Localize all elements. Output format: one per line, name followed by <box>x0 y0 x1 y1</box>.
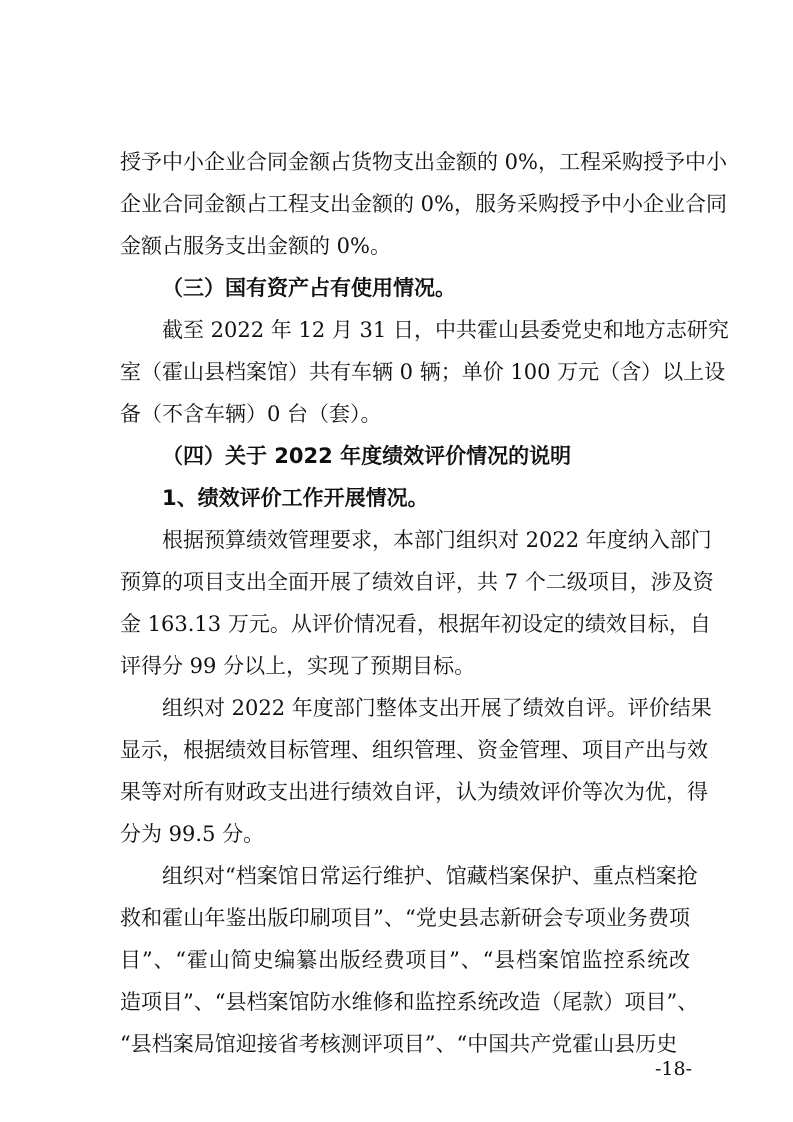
paragraph-line: 截至 2022 年 12 月 31 日，中共霍山县委党史和地方志研究 <box>162 318 729 342</box>
paragraph-line: 造项目”、“县档案馆防水维修和监控系统改造（尾款）项目”、 <box>120 990 699 1014</box>
subsection-heading: 1、绩效评价工作开展情况。 <box>162 486 429 510</box>
paragraph-line: 企业合同金额占工程支出金额的 0%，服务采购授予中小企业合同 <box>120 192 727 216</box>
paragraph-line: 金额占服务支出金额的 0%。 <box>120 234 391 258</box>
paragraph-line: 目”、“霍山简史编纂出版经费项目”、“县档案馆监控系统改 <box>120 948 690 972</box>
paragraph-line: 评得分 99 分以上，实现了预期目标。 <box>120 654 476 678</box>
paragraph-line: 授予中小企业合同金额占货物支出金额的 0%，工程采购授予中小 <box>120 150 727 174</box>
section-heading: （三）国有资产占有使用情况。 <box>162 276 456 300</box>
paragraph-line: 果等对所有财政支出进行绩效自评，认为绩效评价等次为优，得 <box>120 780 708 804</box>
paragraph-line: 金 163.13 万元。从评价情况看，根据年初设定的绩效目标，自 <box>120 612 711 636</box>
page-number: -18- <box>654 1058 692 1080</box>
paragraph-line: 室（霍山县档案馆）共有车辆 0 辆；单价 100 万元（含）以上设 <box>120 360 726 384</box>
paragraph-line: 根据预算绩效管理要求，本部门组织对 2022 年度纳入部门 <box>162 528 712 552</box>
paragraph-line: 备（不含车辆）0 台（套）。 <box>120 402 382 426</box>
section-heading: （四）关于 2022 年度绩效评价情况的说明 <box>162 444 572 468</box>
paragraph-line: 显示，根据绩效目标管理、组织管理、资金管理、项目产出与效 <box>120 738 708 762</box>
paragraph-line: 组织对 2022 年度部门整体支出开展了绩效自评。评价结果 <box>162 696 712 720</box>
paragraph-line: 救和霍山年鉴出版印刷项目”、“党史县志新研会专项业务费项 <box>120 906 690 930</box>
paragraph-line: 组织对“档案馆日常运行维护、馆藏档案保护、重点档案抢 <box>162 864 698 888</box>
paragraph-line: “县档案局馆迎接省考核测评项目”、“中国共产党霍山县历史 <box>120 1032 678 1056</box>
paragraph-line: 预算的项目支出全面开展了绩效自评，共 7 个二级项目，涉及资 <box>120 570 714 594</box>
paragraph-line: 分为 99.5 分。 <box>120 822 265 846</box>
